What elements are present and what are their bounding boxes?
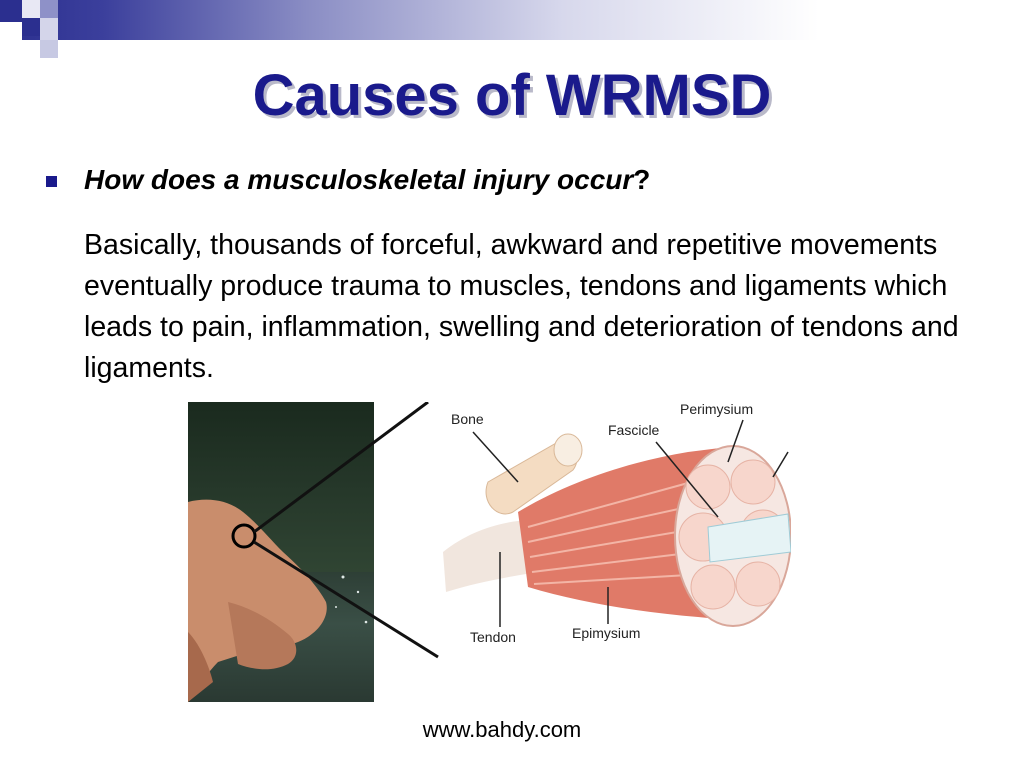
muscle-diagram [188, 402, 791, 702]
source-caption: www.bahdy.com [422, 717, 582, 742]
label-bone: Bone [451, 411, 484, 427]
label-epimysium: Epimysium [572, 625, 641, 641]
body-paragraph: Basically, thousands of forceful, awkward and repetitive movements eventually produce trauma to muscles, tendons and ligaments which leads to pain, inflammation, swelling and deterioration of tendons and ligaments. [84, 229, 959, 384]
label-tendon: Tendon [470, 629, 516, 645]
deco-square [0, 0, 22, 22]
deco-square [40, 18, 58, 40]
question-mark: ? [633, 164, 651, 195]
deco-square [40, 40, 58, 58]
deco-square [0, 40, 22, 58]
bullet-marker [46, 176, 57, 187]
label-fascicle: Fascicle [608, 422, 660, 438]
deco-square [22, 0, 40, 18]
bullet-question [84, 164, 650, 196]
deco-square [40, 0, 58, 18]
question-text: How does a musculoskeletal injury occur [84, 164, 634, 195]
deco-square [0, 22, 22, 40]
label-perimysium: Perimysium [680, 402, 754, 417]
slide-title: Causes of WRMSD [252, 63, 772, 128]
deco-square [22, 40, 40, 58]
muscle-anatomy-figure [188, 402, 791, 702]
deco-square [22, 18, 40, 36]
header-gradient-bar [0, 0, 1024, 40]
